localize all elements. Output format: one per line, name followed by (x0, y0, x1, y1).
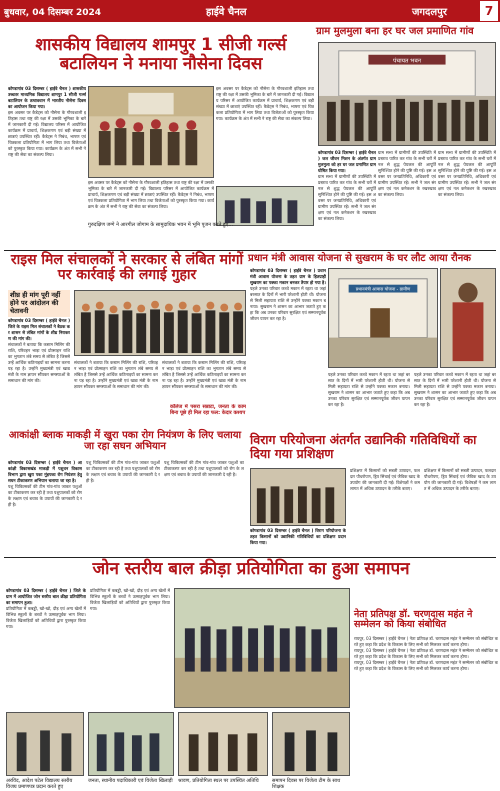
village-headline: ग्राम मुलमुला बना हर घर जल प्रमाणित गांव (316, 26, 474, 37)
sports-text-col1 (6, 588, 86, 708)
newspaper-name: हाईवे चैनल (206, 7, 247, 18)
school-text-col1 (8, 86, 86, 251)
village-text-col2 (378, 150, 436, 250)
training-body: प्रशिक्षण में किसानों को सब्जी उत्पादन, फलदार पौधरोपण, ड्रिप सिंचाई एवं जैविक खाद के उपयोग की जानकारी दी गई। विशेषज्ञों ने कम लागत में अधिक उत्पादन के तरीके बताए। (350, 468, 420, 491)
housing-portrait-photo (440, 268, 496, 368)
training-text-col2 (350, 468, 420, 556)
mahant-text (354, 636, 498, 786)
training-body-col3: प्रशिक्षण में किसानों को सब्जी उत्पादन, फलदार पौधरोपण, ड्रिप सिंचाई एवं जैविक खाद के उपयोग की जानकारी दी गई। विशेषज्ञों ने कम लागत में अधिक उत्पादन के तरीके बताए। (424, 468, 496, 491)
housing-text-col2 (328, 372, 410, 428)
housing-portrait-image (441, 269, 495, 367)
page-number: 7 (480, 1, 498, 21)
ricemill-subhead: शीघ्र ही मांग पूरी नहीं होने पर आंदोलन की चेतावनी (8, 290, 70, 317)
village-text-col3 (438, 150, 496, 250)
housing-text-col1 (250, 268, 326, 404)
school-headline: शासकीय विद्यालय शामपुर 1 सीजी गर्ल्स बटालियन ने मनाया नौसेना दिवस (35, 35, 287, 74)
masthead (0, 0, 500, 22)
akashi-body: पशु चिकित्सकों की टीम गांव-गांव जाकर पशुओं का टीकाकरण कर रही है तथा पशुपालकों को रोग के लक्षण एवं बचाव के उपायों की जानकारी दे रही है। (8, 484, 82, 507)
ricemill-body: संचालकों ने बताया कि कस्टम मिलिंग की राशि, परिवहन भाड़ा एवं प्रोत्साहन राशि का भुगतान लंबे समय से लंबित है जिससे उन्हें आर्थिक कठिनाइयों का सामना करना पड़ रहा है। उन्होंने मुख्यमंत्री एवं खाद्य मंत्री के नाम ज्ञापन सौंपकर समस्याओं के समाधान की मांग की। (8, 342, 70, 383)
training-text-col3 (424, 468, 496, 556)
sports-caption-1: अरविंद, आदेश पटेल विद्यालय स्तरीय विजय प्रमाणपत्र प्रदान करते हुए (6, 778, 73, 791)
village-photo (318, 42, 496, 146)
housing-body-col3: पहले उनका परिवार कच्चे मकान में रहता था जहां बरसात के दिनों में भारी परेशानी होती थी। योजना से मिली सहायता राशि से उन्होंने पक्का मकान बनाया। सुखराम ने शासन का आभार जताते हुए कहा कि अब उनका परिवार सुरक्षित एवं सम्मानपूर्वक जीवन यापन कर रहा है। (414, 372, 496, 407)
school-photo (88, 86, 214, 178)
sports-headline: जोन स्तरीय बाल क्रीड़ा प्रतियोगिता का हुआ समापन (92, 559, 410, 579)
sports-body: प्रतियोगिता में कबड्डी, खो-खो, दौड़ एवं अन्य खेलों में विभिन्न स्कूलों के बच्चों ने उत्साहपूर्वक भाग लिया। विजेता खिलाड़ियों को अतिथियों द्वारा पुरस्कृत किया गया। (6, 606, 86, 629)
ricemill-text-col1 (8, 318, 70, 426)
ricemill-lead: कोण्डागांव 03 दिसम्बर ( हाईवे चैनल ) जिले के राइस मिल संचालकों ने बैठक कर शासन से लंबित मांगों के शीघ्र निराकरण की मांग की। (8, 318, 70, 341)
sports-photo-1 (6, 712, 84, 776)
sports-lead: कोण्डागांव 03 दिसम्बर ( हाईवे चैनल ) जिले के ग्राम में आयोजित जोन स्तरीय बाल क्रीड़ा प्रतियोगिता का समापन हुआ। (6, 588, 86, 605)
housing-body: पहले उनका परिवार कच्चे मकान में रहता था जहां बरसात के दिनों में भारी परेशानी होती थी। योजना से मिली सहायता राशि से उन्होंने पक्का मकान बनाया। सुखराम ने शासन का आभार जताते हुए कहा कि अब उनका परिवार सुरक्षित एवं सम्मानपूर्वक जीवन यापन कर रहा है। (250, 286, 326, 321)
sports-photo-2 (88, 712, 174, 776)
housing-body-col2: पहले उनका परिवार कच्चे मकान में रहता था जहां बरसात के दिनों में भारी परेशानी होती थी। योजना से मिली सहायता राशि से उन्होंने पक्का मकान बनाया। सुखराम ने शासन का आभार जताते हुए कहा कि अब उनका परिवार सुरक्षित एवं सम्मानपूर्वक जीवन यापन कर रहा है। (328, 372, 410, 407)
training-photo-image (251, 469, 345, 525)
village-photo-image (319, 43, 495, 145)
village-text-col1 (318, 150, 376, 250)
ricemill-photo (74, 290, 246, 356)
sports-photo-2-image (89, 713, 173, 775)
sports-main-image (175, 589, 349, 707)
housing-photo-banner: प्रधानमंत्री आवास योजना - ग्रामीण (355, 287, 411, 293)
village-lead: कोण्डागांव 03 दिसम्बर ( हाईवे चैनल ) जल जीवन मिशन के अंतर्गत ग्राम मुलमुला को हर घर जल प्रमाणित ग्राम घोषित किया गया। (318, 150, 376, 173)
sports-photo-3 (178, 712, 268, 776)
school-caption: गुरुदक्षिण जग्गे ने आरगील जोगाम के सामुदायिक भवन में भूमि पूजन करते हुए... (88, 222, 234, 228)
sports-caption-2: जनता, स्थानीय पदाधिकारी एवं विजेता खिलाड़ी (88, 778, 173, 784)
school-text-col3 (216, 86, 314, 184)
section-divider-2 (4, 557, 496, 558)
akashi-lead: कोण्डागांव 03 दिसम्बर ( हाईवे चैनल ) आकांक्षी विकासखंड माकड़ी में पशुधन विकास विभाग द्वारा खुरा पका मुंहपका रोग नियंत्रण हेतु सघन टीकाकरण अभियान चलाया जा रहा है। (8, 460, 82, 483)
housing-photo-image (329, 269, 437, 367)
ricemill-photo-image (75, 291, 245, 355)
mahant-body-repeat: रायपुर, 03 दिसम्बर ( हाईवे चैनल ) नेता प्रतिपक्ष डॉ. चरणदास महंत ने सम्मेलन को संबोधित करते हुए कहा कि प्रदेश के विकास के लिए सभी को मिलकर कार्य करना होगा। (354, 648, 498, 659)
akashi-text-col2 (86, 460, 160, 556)
school-small-photo-image (217, 187, 313, 225)
school-body-continued: इस अवसर पर कैडेट्स को नौसेना के गौरवशाली इतिहास तथा राष्ट्र की रक्षा में उसकी भूमिका के बारे में जानकारी दी गई। विद्यालय परिसर में आयोजित कार्यक्रम में प्राचार्य, शिक्षकगण एवं बड़ी संख्या में छात्राएं उपस्थित रहीं। कैडेट्स ने निबंध, भाषण एवं चित्रकला प्रतियोगिता में भाग लिया तथा विजेताओं को पुरस्कृत किया गया। कार्यक्रम के अंत में सभी ने राष्ट्र की सेवा का संकल्प लिया। (88, 180, 214, 209)
housing-lead: कोण्डागांव 03 दिसम्बर ( हाईवे चैनल ) प्रधानमंत्री आवास योजना के तहत ग्राम के हितग्राही सुखराम का पक्का मकान बनकर तैयार हो गया है। (250, 268, 326, 285)
housing-headline: प्रधान मंत्री आवास योजना से सुखराम के घर लौट आया रौनक (248, 253, 471, 264)
issue-date: बुधवार, 04 दिसम्बर 2024 (4, 8, 102, 18)
akashi-text-col3 (164, 460, 244, 556)
housing-photo (328, 268, 438, 368)
training-photo (250, 468, 346, 526)
village-body: ग्राम सभा में ग्रामीणों की उपस्थिति में प्रस्ताव पारित कर गांव के सभी घरों में नल से शुद्ध पेयजल की आपूर्ति सुनिश्चित होने की पुष्टि की गई। इस अवसर पर जनप्रतिनिधि, अधिकारी एवं ग्रामीण उपस्थित रहे। सभी ने जल संरक्षण एवं नल कनेक्शन के रखरखाव का संकल्प लिया। (318, 174, 376, 221)
mahant-body-repeat-2: रायपुर, 03 दिसम्बर ( हाईवे चैनल ) नेता प्रतिपक्ष डॉ. चरणदास महंत ने सम्मेलन को संबोधित करते हुए कहा कि प्रदेश के विकास के लिए सभी को मिलकर कार्य करना होगा। (354, 660, 498, 671)
akashi-body-col3: पशु चिकित्सकों की टीम गांव-गांव जाकर पशुओं का टीकाकरण कर रही है तथा पशुपालकों को रोग के लक्षण एवं बचाव के उपायों की जानकारी दे रही है। (164, 460, 244, 477)
ricemill-text-col2 (74, 360, 158, 426)
training-lead: कोण्डागांव 03 दिसम्बर ( हाईवे चैनल ) विराग परियोजना के तहत किसानों को उद्यानिकी गतिविधियों का प्रशिक्षण प्रदान किया गया। (250, 528, 346, 545)
sports-body-col2: प्रतियोगिता में कबड्डी, खो-खो, दौड़ एवं अन्य खेलों में विभिन्न स्कूलों के बच्चों ने उत्साहपूर्वक भाग लिया। विजेता खिलाड़ियों को अतिथियों द्वारा पुरस्कृत किया गया। (90, 588, 170, 611)
akashi-text-col1 (8, 460, 82, 556)
mahant-body: रायपुर, 03 दिसम्बर ( हाईवे चैनल ) नेता प्रतिपक्ष डॉ. चरणदास महंत ने सम्मेलन को संबोधित करते हुए कहा कि प्रदेश के विकास के लिए सभी को मिलकर कार्य करना होगा। (354, 636, 498, 647)
mahant-headline: नेता प्रतिपक्ष डॉ. चरणदास महंत ने सम्मेलन को किया संबोधित (354, 609, 473, 631)
housing-text-col3 (414, 372, 496, 428)
akashi-headline: आकांक्षी ब्लाक माकड़ी में खुरा पका रोग नियंत्रण के लिए चलाया जा रहा सघन अभियान (8, 430, 242, 452)
school-photo-small (216, 186, 314, 226)
training-text-col1 (250, 528, 346, 556)
edition-city: जगदलपुर (412, 7, 447, 18)
college-block (170, 404, 246, 428)
school-body: इस अवसर पर कैडेट्स को नौसेना के गौरवशाली इतिहास तथा राष्ट्र की रक्षा में उसकी भूमिका के बारे में जानकारी दी गई। विद्यालय परिसर में आयोजित कार्यक्रम में प्राचार्य, शिक्षकगण एवं बड़ी संख्या में छात्राएं उपस्थित रहीं। कैडेट्स ने निबंध, भाषण एवं चित्रकला प्रतियोगिता में भाग लिया तथा विजेताओं को पुरस्कृत किया गया। कार्यक्रम के अंत में सभी ने राष्ट्र की सेवा का संकल्प लिया। (8, 110, 86, 157)
sports-photo-4 (272, 712, 350, 776)
sports-photo-4-image (273, 713, 349, 775)
ricemill-headline: राइस मिल संचालकों ने सरकार से लंबित मांगों पर कार्रवाई की लगाई गुहार (10, 252, 244, 284)
section-divider (4, 250, 496, 251)
village-photo-banner: पंचायत भवन (392, 58, 422, 65)
sports-photo-main (174, 588, 350, 708)
training-headline: विराग परियोजना अंतर्गत उद्यानिकी गतिविधियों का दिया गया प्रशिक्षण (250, 432, 477, 461)
school-lead: कोण्डागांव 03 दिसम्बर ( हाईवे चैनल ) शासकीय उच्चतर माध्यमिक विद्यालय शामपुर 1 सीजी गर्ल्स बटालियन के तत्वावधान में भारतीय नौसेना दिवस का आयोजन किया गया। (8, 86, 86, 109)
akashi-body-col2: पशु चिकित्सकों की टीम गांव-गांव जाकर पशुओं का टीकाकरण कर रही है तथा पशुपालकों को रोग के लक्षण एवं बचाव के उपायों की जानकारी दे रही है। (86, 460, 160, 483)
village-body-col2: ग्राम सभा में ग्रामीणों की उपस्थिति में प्रस्ताव पारित कर गांव के सभी घरों में नल से शुद्ध पेयजल की आपूर्ति सुनिश्चित होने की पुष्टि की गई। इस अवसर पर जनप्रतिनिधि, अधिकारी एवं ग्रामीण उपस्थित रहे। सभी ने जल संरक्षण एवं नल कनेक्शन के रखरखाव का संकल्प लिया। (378, 150, 436, 197)
sports-caption-3: श्रावण, प्रतियोगिता स्थल पर उपस्थित अतिथि (178, 778, 259, 784)
village-body-col3: ग्राम सभा में ग्रामीणों की उपस्थिति में प्रस्ताव पारित कर गांव के सभी घरों में नल से शुद्ध पेयजल की आपूर्ति सुनिश्चित होने की पुष्टि की गई। इस अवसर पर जनप्रतिनिधि, अधिकारी एवं ग्रामीण उपस्थित रहे। सभी ने जल संरक्षण एवं नल कनेक्शन के रखरखाव का संकल्प लिया। (438, 150, 496, 197)
ricemill-body-col2: संचालकों ने बताया कि कस्टम मिलिंग की राशि, परिवहन भाड़ा एवं प्रोत्साहन राशि का भुगतान लंबे समय से लंबित है जिससे उन्हें आर्थिक कठिनाइयों का सामना करना पड़ रहा है। उन्होंने मुख्यमंत्री एवं खाद्य मंत्री के नाम ज्ञापन सौंपकर समस्याओं के समाधान की मांग की। (74, 360, 158, 389)
sports-photo-1-image (7, 713, 83, 775)
sports-text-col2 (90, 588, 170, 708)
school-body-col3: इस अवसर पर कैडेट्स को नौसेना के गौरवशाली इतिहास तथा राष्ट्र की रक्षा में उसकी भूमिका के बारे में जानकारी दी गई। विद्यालय परिसर में आयोजित कार्यक्रम में प्राचार्य, शिक्षकगण एवं बड़ी संख्या में छात्राएं उपस्थित रहीं। कैडेट्स ने निबंध, भाषण एवं चित्रकला प्रतियोगिता में भाग लिया तथा विजेताओं को पुरस्कृत किया गया। कार्यक्रम के अंत में सभी ने राष्ट्र की सेवा का संकल्प लिया। (216, 86, 314, 121)
college-headline: कॉलेज में पसरा सन्नाटा, जनता के काम बिना पूछे ही मिल रहा फल: केदार कश्यप (170, 404, 246, 416)
school-text-col2 (88, 180, 214, 220)
sports-photo-3-image (179, 713, 267, 775)
ricemill-body-col3: संचालकों ने बताया कि कस्टम मिलिंग की राशि, परिवहन भाड़ा एवं प्रोत्साहन राशि का भुगतान लंबे समय से लंबित है जिससे उन्हें आर्थिक कठिनाइयों का सामना करना पड़ रहा है। उन्होंने मुख्यमंत्री एवं खाद्य मंत्री के नाम ज्ञापन सौंपकर समस्याओं के समाधान की मांग की। (162, 360, 246, 389)
school-photo-image (89, 87, 213, 177)
sports-caption-4: समापन दिवस पर विजेता टीम के साथ शिक्षक (272, 778, 341, 791)
